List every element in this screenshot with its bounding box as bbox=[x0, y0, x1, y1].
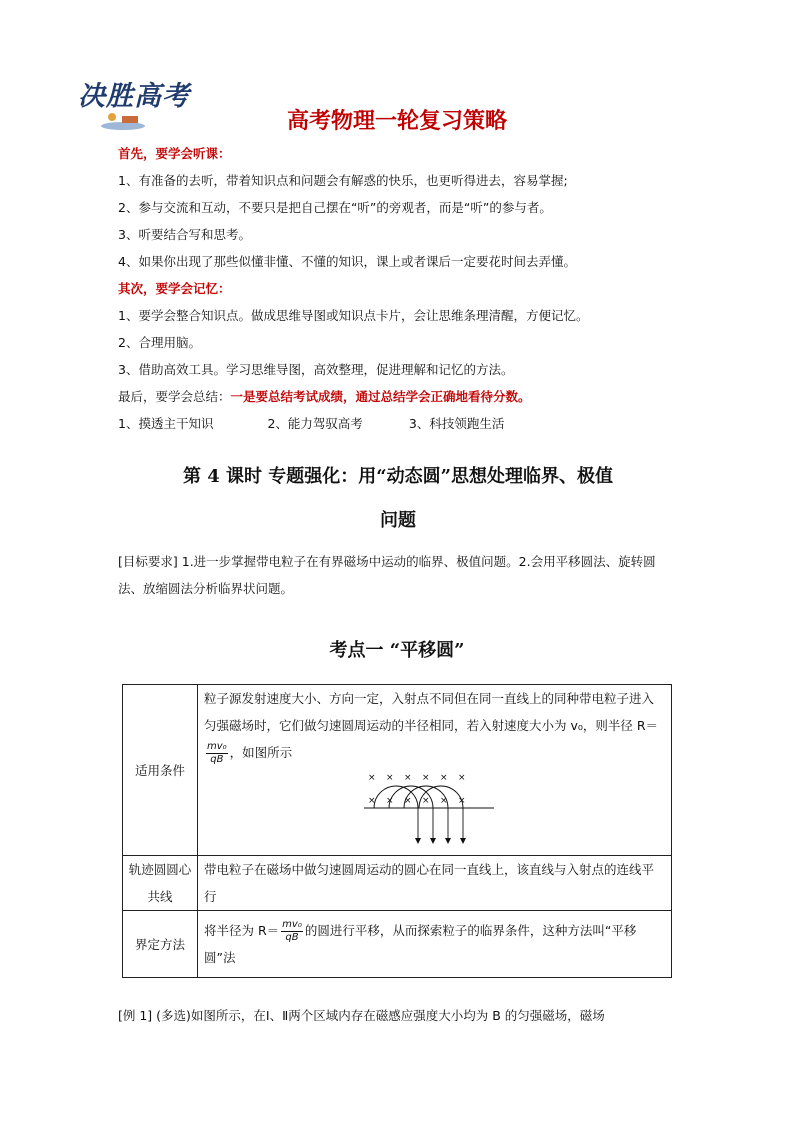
field-symbol: × bbox=[368, 796, 376, 806]
row-label: 适用条件 bbox=[123, 685, 198, 856]
trajectory-arcs bbox=[374, 786, 463, 842]
field-symbol: × bbox=[422, 773, 430, 783]
logo-text: 决胜高考 bbox=[78, 81, 190, 112]
goals-row bbox=[118, 414, 504, 432]
lesson-title-line2: 问题 bbox=[380, 510, 416, 531]
example-text: (多选)如图所示，在Ⅰ、Ⅱ两个区域内存在磁感应强度大小均为 B 的匀强磁场，磁场 bbox=[156, 1008, 605, 1023]
objectives-label: [目标要求] bbox=[118, 554, 178, 569]
arrowheads bbox=[415, 838, 466, 844]
table-row bbox=[123, 685, 672, 856]
table-row bbox=[123, 856, 672, 911]
objectives bbox=[118, 548, 678, 602]
row-text: 粒子源发射速度大小、方向一定，入射点不同但在同一直线上的同种带电粒子进入匀强磁场时，它们做匀速圆周运动的半径相同，若入射速度大小为 v₀，则半径 R＝ bbox=[204, 691, 659, 733]
list-item: 2、参与交流和互动，不要只是把自己摆在“听”的旁观者，而是“听”的参与者。 bbox=[118, 200, 552, 215]
summary-highlight: 一是要总结考试成绩，通过总结学会正确地看待分数。 bbox=[230, 389, 531, 404]
field-symbol: × bbox=[386, 796, 394, 806]
goal-item: 3、科技领跑生活 bbox=[408, 416, 505, 431]
list-item: 3、听要结合写和思考。 bbox=[118, 227, 251, 242]
second-heading: 其次，要学会记忆： bbox=[118, 281, 231, 296]
field-symbol: × bbox=[440, 796, 448, 806]
list-item: 4、如果你出现了那些似懂非懂、不懂的知识，课上或者课后一定要花时间去弄懂。 bbox=[118, 254, 576, 269]
list-item: 1、有准备的去听，带着知识点和问题会有解惑的快乐，也更听得进去，容易掌握; bbox=[118, 173, 568, 188]
field-symbol: × bbox=[458, 773, 466, 783]
field-symbol: × bbox=[404, 796, 412, 806]
field-symbol: × bbox=[422, 796, 430, 806]
summary-line bbox=[118, 387, 531, 405]
row-text: 的圆进行平移，从而探索粒子的临界条件，这种方法叫“平移圆”法 bbox=[204, 923, 637, 965]
objectives-text: 1.进一步掌握带电粒子在有界磁场中运动的临界、极值问题。2.会用平移圆法、旋转圆法、放缩圆法分析临界状问题。 bbox=[118, 554, 656, 596]
row-label: 轨迹圆圆心共线 bbox=[123, 856, 198, 911]
goal-item: 2、能力驾驭高考 bbox=[267, 416, 363, 431]
row-text: 将半径为 R＝ bbox=[204, 923, 280, 938]
field-symbol: × bbox=[404, 773, 412, 783]
method-table bbox=[122, 684, 672, 978]
example-label: [例 1] bbox=[118, 1008, 153, 1023]
page-title: 高考物理一轮复习策略 bbox=[286, 109, 507, 134]
row-label: 界定方法 bbox=[123, 911, 198, 978]
field-symbol: × bbox=[386, 773, 394, 783]
row-text: ，如图所示 bbox=[229, 745, 293, 760]
row-content: 带电粒子在磁场中做匀速圆周运动的圆心在同一直线上，该直线与入射点的连线平行 bbox=[198, 856, 672, 911]
lesson-title-line1: 第 4 课时 专题强化：用“动态圆”思想处理临界、极值 bbox=[182, 466, 614, 487]
diagram-svg bbox=[364, 770, 504, 850]
radius-fraction: $\frac{\text{mv₀}}{qB}$ bbox=[207, 741, 227, 765]
field-symbol: × bbox=[440, 773, 448, 783]
translating-circles-diagram bbox=[364, 770, 504, 850]
first-heading: 首先，要学会听课： bbox=[118, 146, 231, 161]
summary-prefix: 最后，要学会总结： bbox=[118, 389, 231, 404]
row-content bbox=[198, 685, 672, 856]
field-symbol: × bbox=[458, 796, 466, 806]
goal-item: 1、摸透主干知识 bbox=[118, 416, 214, 431]
row-content bbox=[198, 911, 672, 978]
list-item: 3、借助高效工具。学习思维导图，高效整理，促进理解和记忆的方法。 bbox=[118, 362, 514, 377]
field-symbol: × bbox=[368, 773, 376, 783]
list-item: 1、要学会整合知识点。做成思维导图或知识点卡片，会让思维条理清醒，方便记忆。 bbox=[118, 308, 589, 323]
radius-fraction: $\frac{\text{mv₀}}{qB}$ bbox=[282, 919, 302, 943]
section-title: 考点一 “平移圆” bbox=[329, 640, 465, 661]
example-1 bbox=[118, 1006, 605, 1024]
list-item: 2、合理用脑。 bbox=[118, 335, 201, 350]
table-row bbox=[123, 911, 672, 978]
